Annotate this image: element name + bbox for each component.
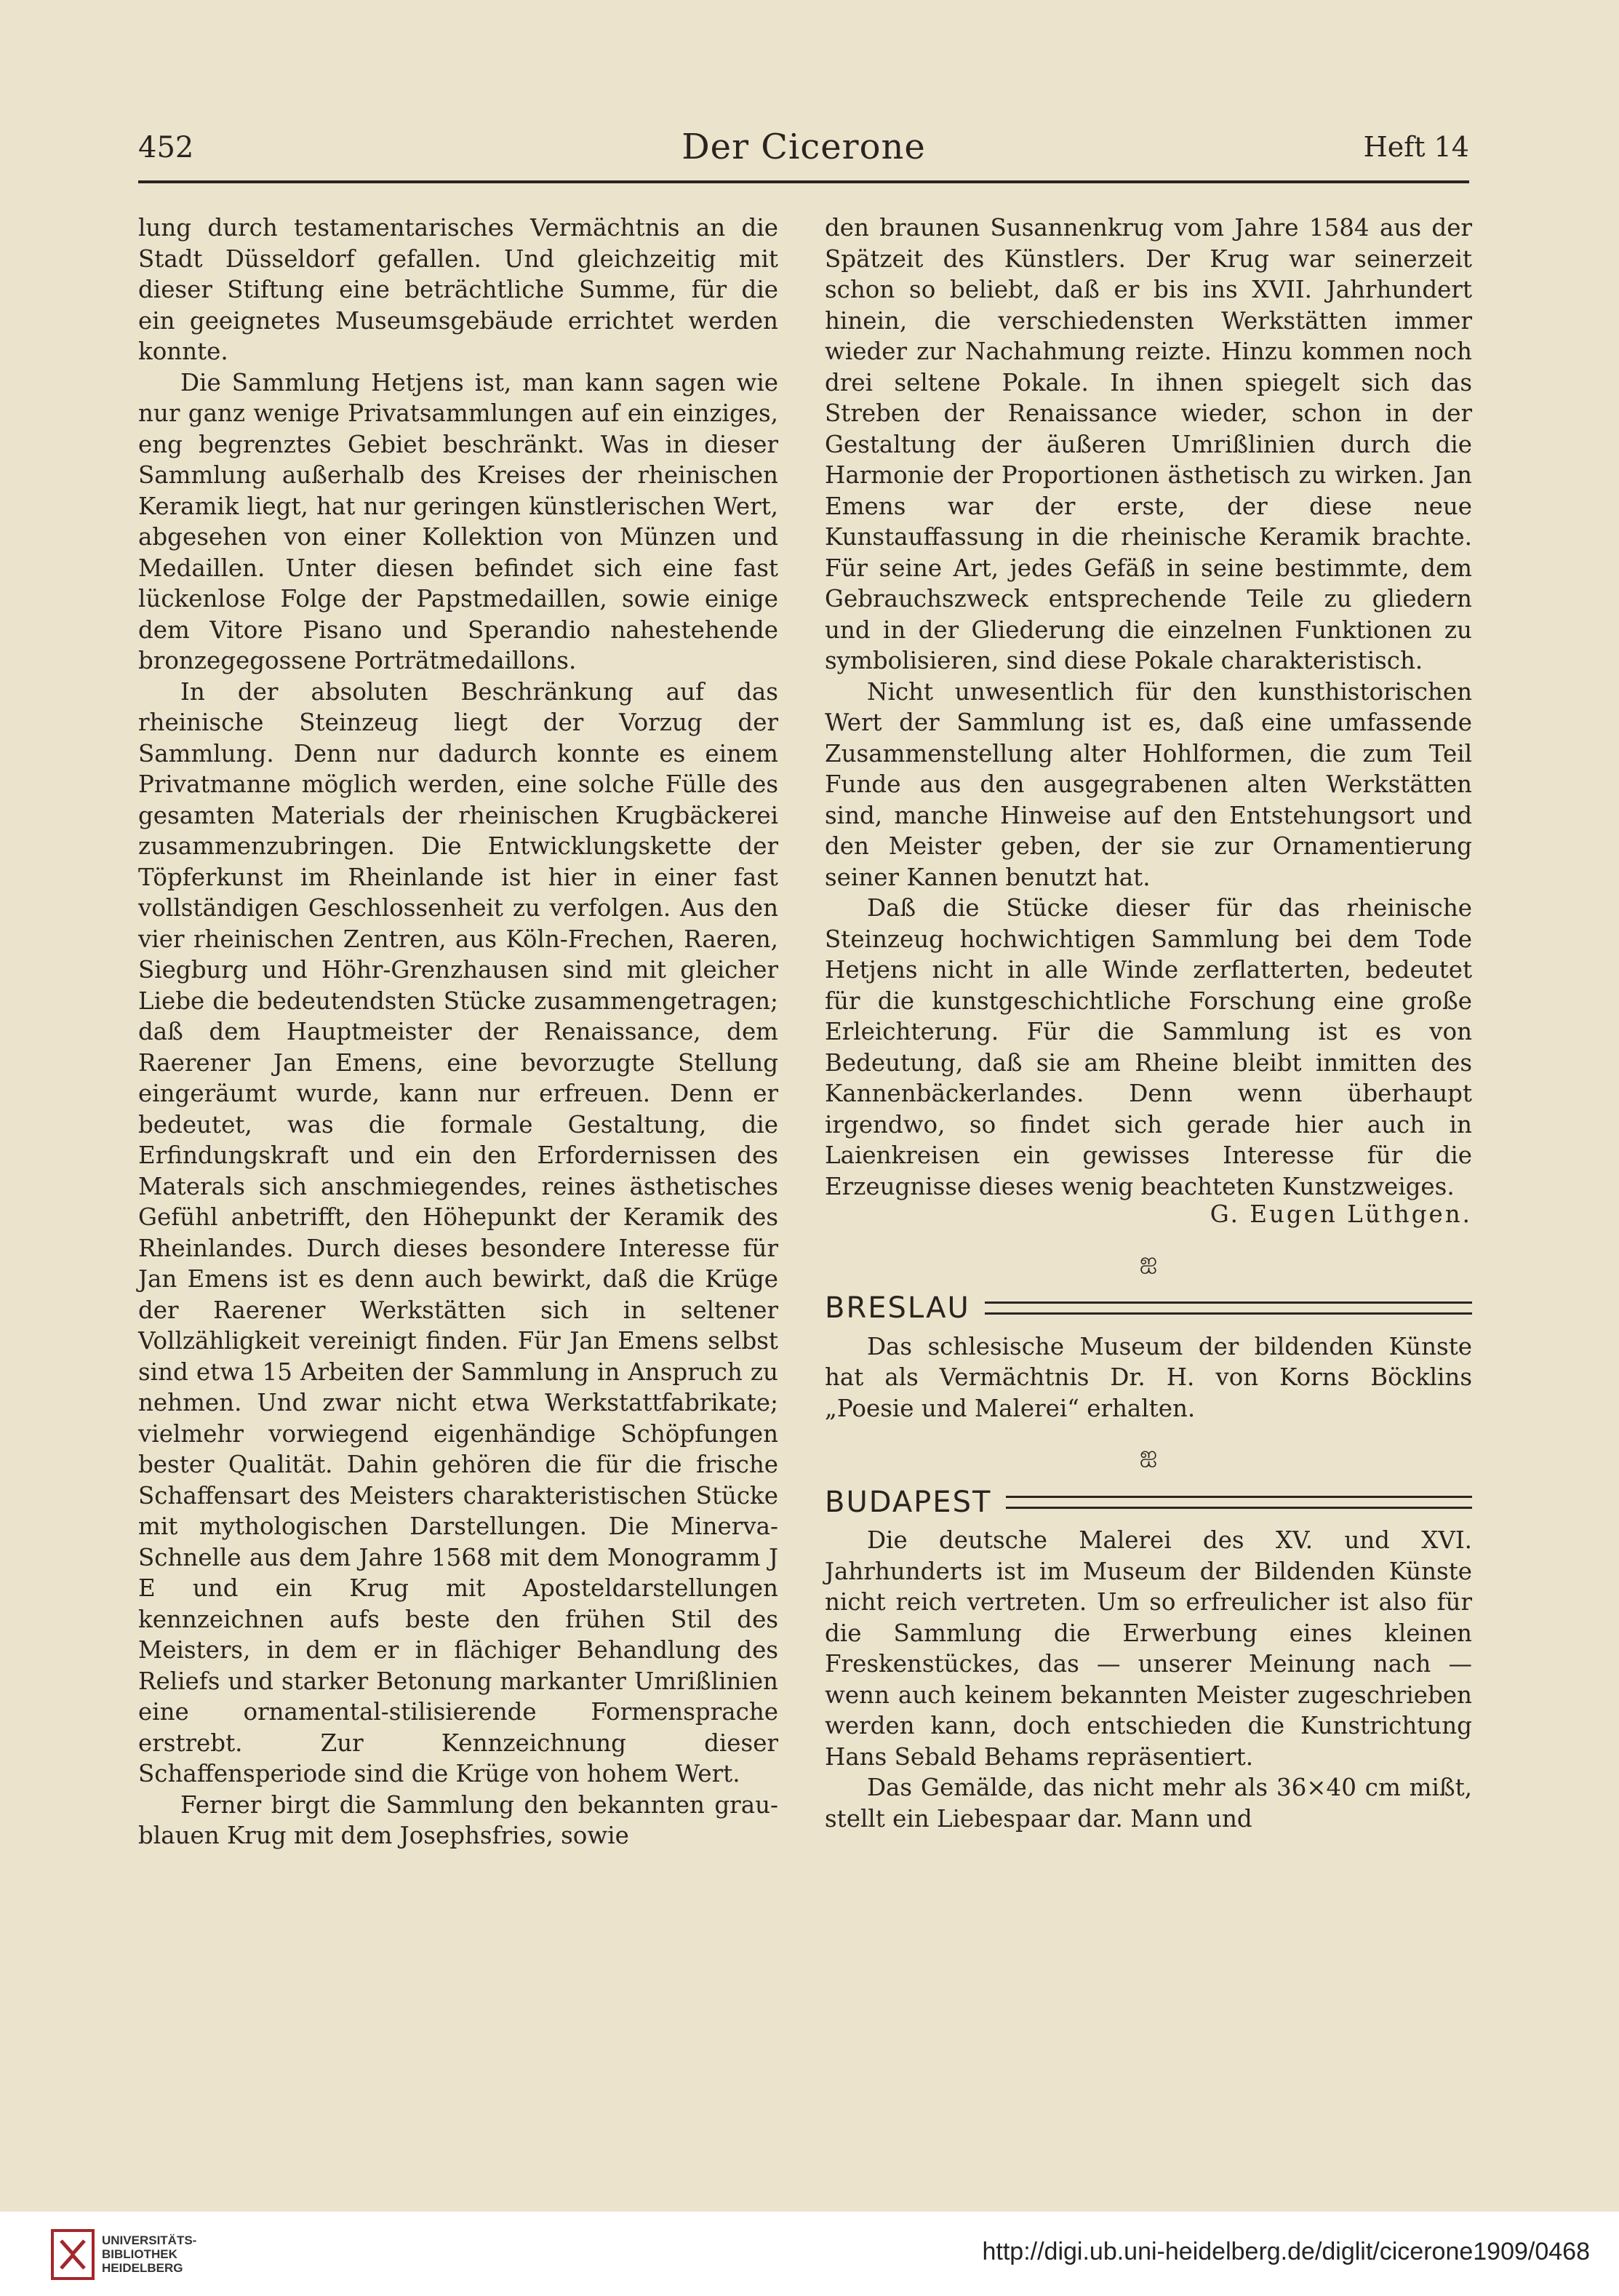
digitization-footer [0, 2212, 1619, 2296]
double-rule [1006, 1496, 1472, 1509]
ornament-divider: ஐ [1139, 1442, 1158, 1467]
section-title: BRESLAU [825, 1291, 970, 1325]
paragraph: Ferner birgt die Sammlung den bekannten grau-blauen Krug mit dem Josephsfries, sowie [138, 1790, 778, 1849]
library-line: UNIVERSITÄTS- [102, 2233, 197, 2247]
paragraph: Nicht unwesentlich für den kunsthistorischen Wert der Sammlung ist es, daß eine umfassende Zusammenstellung alter Hohlformen, die zum Teil Funde aus den ausgegrabenen alten Werkstätten sind, manche Hinweise auf den Entstehungsort und den Meister geben, der sie zur Ornamentierung seiner Kannen benutzt hat. [825, 677, 1472, 891]
paragraph: Die Sammlung Hetjens ist, man kann sagen wie nur ganz wenige Privatsammlungen auf ein einziges, eng begrenztes Gebiet beschränkt. Was in dieser Sammlung außerhalb des Kreises der rheinischen Keramik liegt, hat nur geringen künstlerischen Wert, abgesehen von einer Kollektion von Münzen und Medaillen. Unter diesen befindet sich eine fast lückenlose Folge der Papstmedaillen, sowie einige dem Vitore Pisano und Sperandio nahestehende bronzegegossene Porträtmedaillons. [138, 368, 778, 674]
ornament-divider: ஐ [1139, 1248, 1158, 1274]
page-number: 452 [138, 131, 194, 164]
section-header-breslau [825, 1293, 1472, 1324]
left-column [138, 212, 778, 1851]
header-rule [138, 180, 1469, 183]
source-url-link[interactable]: http://digi.ub.uni-heidelberg.de/diglit/cicerone1909/0468 [982, 2238, 1590, 2265]
library-name [102, 2233, 196, 2275]
section-header-budapest [825, 1487, 1472, 1518]
issue-label: Heft 14 [1363, 131, 1469, 163]
library-line: BIBLIOTHEK [102, 2247, 177, 2261]
running-header [138, 127, 1469, 175]
journal-title: Der Cicerone [681, 127, 926, 167]
paragraph: Das Gemälde, das nicht mehr als 36×40 cm mißt, stellt ein Liebespaar dar. Mann und [825, 1774, 1472, 1833]
paragraph: Daß die Stücke dieser für das rheinische Steinzeug hochwichtigen Sammlung bei dem Tode Hetjens nicht in alle Winde zerflatterten, bedeutet für die kunstgeschichtliche Forschung eine große Erleichterung. Für die Sammlung ist es von Bedeutung, daß sie am Rheine bleibt inmitten des Kannenbäckerlandes. Denn wenn überhaupt irgendwo, so findet sich gerade hier auch in Laienkreisen ein gewisses Interesse für die Erzeugnisse dieses wenig beachteten Kunstzweiges. [825, 894, 1472, 1200]
paragraph: Das schlesische Museum der bildenden Künste hat als Vermächtnis Dr. H. von Korns Böcklins „Poesie und Malerei“ erhalten. [825, 1332, 1472, 1422]
library-logo-icon [51, 2229, 95, 2280]
library-line: HEIDELBERG [102, 2261, 183, 2275]
right-column [825, 212, 1472, 1834]
paragraph: In der absoluten Beschränkung auf das rheinische Steinzeug liegt der Vorzug der Sammlung. Denn nur dadurch konnte es einem Privatmanne möglich werden, eine solche Fülle des gesamten Materials der rheinischen Krugbäckerei zusammenzubringen. Die Entwicklungskette der Töpferkunst im Rheinlande ist hier in einer fast vollständigen Geschlossenheit zu verfolgen. Aus den vier rheinischen Zentren, aus Köln-Frechen, Raeren, Siegburg und Höhr-Grenzhausen sind mit gleicher Liebe die bedeutendsten Stücke zusammengetragen; daß dem Hauptmeister der Renaissance, dem Raerener Jan Emens, eine bevorzugte Stellung eingeräumt wurde, kann nur erfreuen. Denn er bedeutet, was die formale Gestaltung, die Erfindungskraft und ein den Erfordernissen des Materals sich anschmiegendes, reines ästhetisches Gefühl anbetrifft, den Höhepunkt der Keramik des Rheinlandes. Durch dieses besondere Interesse für Jan Emens ist es denn auch bewirkt, daß die Krüge der Raerener Werkstätten sich in seltener Vollzähligkeit vereinigt finden. Für Jan Emens selbst sind etwa 15 Arbeiten der Sammlung in Anspruch zu nehmen. Und zwar nicht etwa Werkstattfabrikate; vielmehr vorwiegend eigenhändige Schöpfungen bester Qualität. Dahin gehören die für die frische Schaffensart des Meisters charakteristischen Stücke mit mythologischen Darstellungen. Die Minerva-Schnelle aus dem Jahre 1568 mit dem Monogramm J E und ein Krug mit Aposteldarstellungen kennzeichnen aufs beste den frühen Stil des Meisters, in dem er in flächiger Behandlung des Reliefs und starker Betonung markanter Umrißlinien eine ornamental-stilisierende Formensprache erstrebt. Zur Kennzeichnung dieser Schaffensperiode sind die Krüge von hohem Wert. [138, 677, 778, 1787]
paragraph: Die deutsche Malerei des XV. und XVI. Jahrhunderts ist im Museum der Bildenden Künste nicht reich vertreten. Um so erfreulicher ist also für die Sammlung die Erwerbung eines kleinen Freskenstückes, das — unserer Meinung nach — wenn auch keinem bekannten Meister zugeschrieben werden kann, doch entschieden die Kunstrichtung Hans Sebald Behams repräsentiert. [825, 1526, 1472, 1771]
author-signature: G. Eugen Lüthgen. [1210, 1200, 1472, 1228]
double-rule [985, 1302, 1472, 1315]
paragraph: den braunen Susannenkrug vom Jahre 1584 aus der Spätzeit des Künstlers. Der Krug war seinerzeit schon so beliebt, daß er bis ins XVII. Jahrhundert hinein, die verschiedensten Werkstätten immer wieder zur Nachahmung reizte. Hinzu kommen noch drei seltene Pokale. In ihnen spiegelt sich das Streben der Renaissance wieder, schon in der Gestaltung der äußeren Umrißlinien durch die Harmonie der Proportionen ästhetisch zu wirken. Jan Emens war der erste, der diese neue Kunstauffassung in die rheinische Keramik brachte. Für seine Art, jedes Gefäß in seine bestimmte, dem Gebrauchszweck entsprechende Teile zu gliedern und in der Gliederung die einzelnen Funktionen zu symbolisieren, sind diese Pokale charakteristisch. [825, 214, 1472, 674]
paragraph: lung durch testamentarisches Vermächtnis an die Stadt Düsseldorf gefallen. Und gleichzeitig mit dieser Stiftung eine beträchtliche Summe, für die ein geeignetes Museumsgebäude errichtet werden konnte. [138, 214, 778, 365]
section-title: BUDAPEST [825, 1485, 992, 1519]
